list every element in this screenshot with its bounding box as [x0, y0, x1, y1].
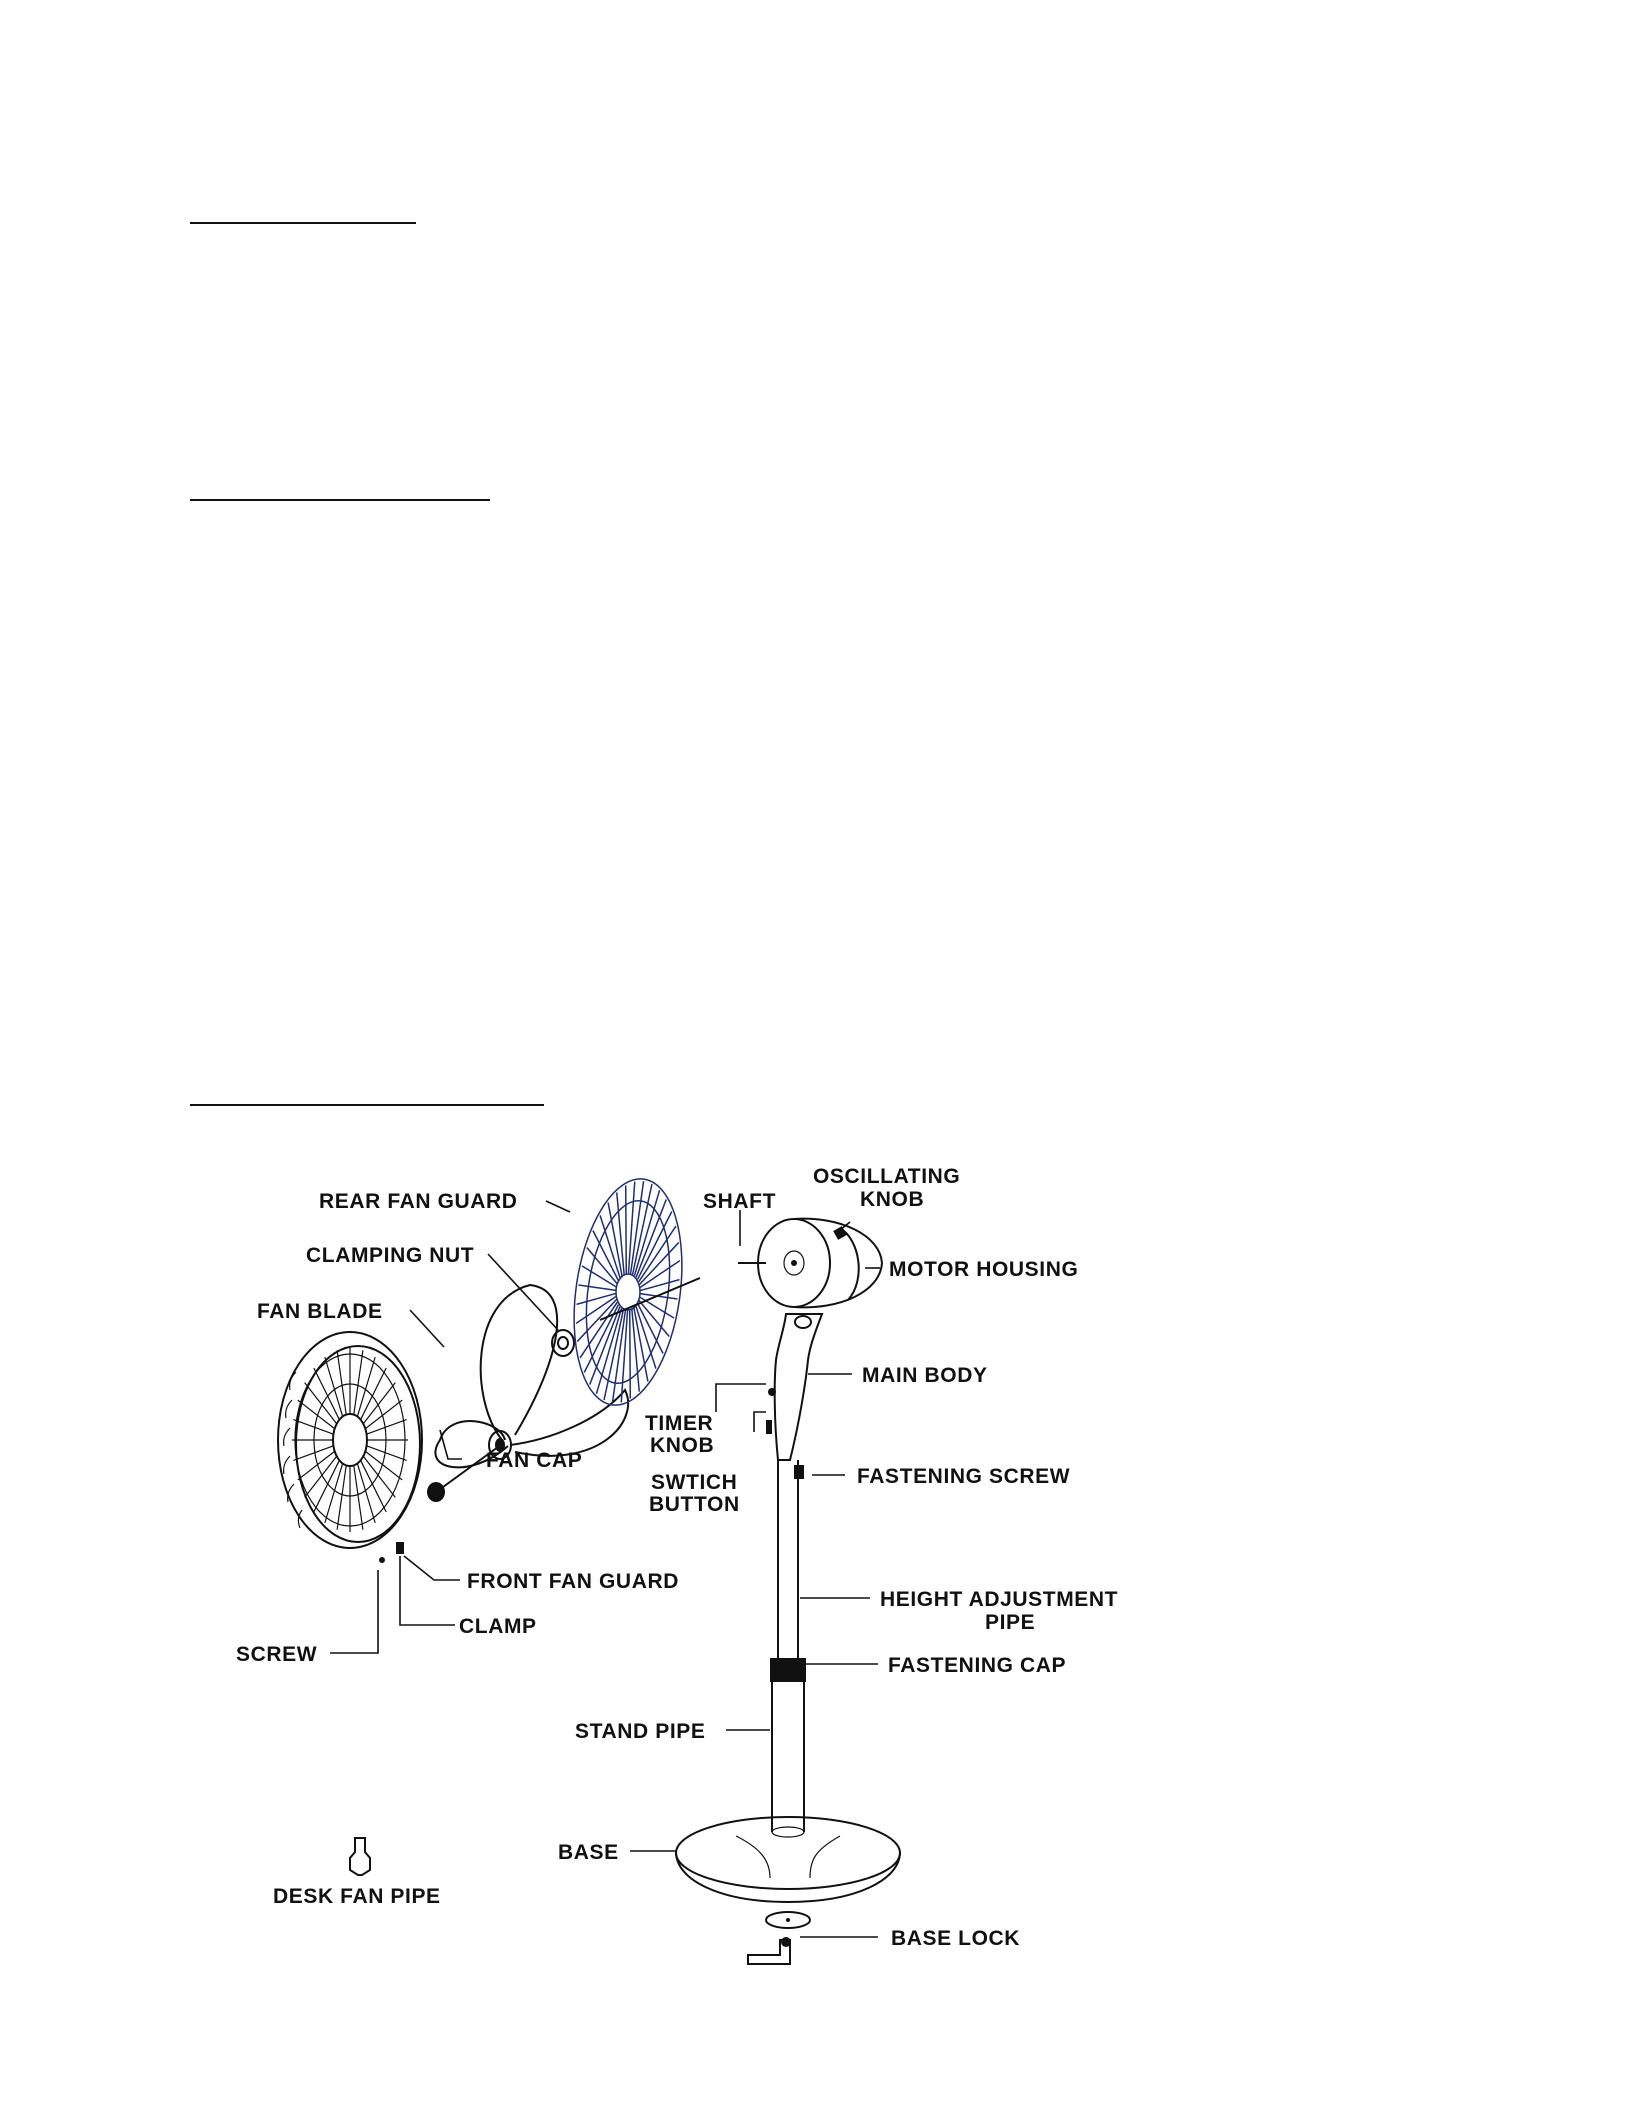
label-base-lock: BASE LOCK — [891, 1927, 1021, 1950]
guard-spoke — [354, 1350, 363, 1414]
label-front-fan-guard: FRONT FAN GUARD — [467, 1570, 679, 1593]
rear-fan-guard-illustration — [561, 1172, 700, 1412]
guard-spoke — [337, 1465, 346, 1529]
label-fan-blade: FAN BLADE — [257, 1300, 383, 1323]
motor-housing-illustration — [738, 1219, 882, 1308]
label-timer-knob-line1: TIMER — [645, 1412, 714, 1435]
guard-spoke — [612, 1310, 625, 1403]
label-fastening-cap: FASTENING CAP — [888, 1654, 1067, 1677]
guard-spoke — [576, 1297, 616, 1324]
label-main-body: MAIN BODY — [862, 1364, 988, 1387]
front-fan-guard-illustration — [278, 1332, 422, 1563]
label-motor-housing: MOTOR HOUSING — [889, 1258, 1079, 1281]
guard-spoke — [630, 1309, 631, 1398]
label-fastening-screw: FASTENING SCREW — [857, 1465, 1071, 1488]
part-labels — [236, 1165, 1118, 1950]
label-base: BASE — [558, 1841, 619, 1864]
guard-spoke — [367, 1446, 407, 1461]
guard-spoke — [293, 1420, 333, 1435]
guard-spoke — [354, 1465, 363, 1529]
label-clamp: CLAMP — [459, 1615, 537, 1638]
guard-spoke — [635, 1305, 655, 1369]
guard-spoke — [293, 1446, 333, 1461]
label-desk-fan-pipe: DESK FAN PIPE — [273, 1885, 441, 1908]
guard-spoke — [577, 1293, 616, 1304]
guard-spoke — [367, 1420, 407, 1435]
guard-spoke — [621, 1310, 627, 1403]
label-oscillating-knob-line1: OSCILLATING — [813, 1165, 961, 1188]
guard-spoke — [600, 1215, 620, 1279]
label-oscillating-knob-line2: KNOB — [860, 1188, 925, 1211]
label-rear-fan-guard: REAR FAN GUARD — [319, 1190, 518, 1213]
guard-spoke — [578, 1285, 616, 1290]
guard-spoke — [626, 1185, 627, 1274]
label-height-adjustment-pipe-line1: HEIGHT ADJUSTMENT — [880, 1588, 1119, 1611]
guard-spoke — [628, 1182, 634, 1275]
guard-spoke — [640, 1261, 680, 1288]
label-switch-button-line1: SWTICH — [651, 1471, 738, 1494]
label-timer-knob-line2: KNOB — [650, 1434, 715, 1457]
guard-spoke — [631, 1181, 644, 1274]
label-height-adjustment-pipe-line2: PIPE — [985, 1611, 1036, 1634]
label-screw: SCREW — [236, 1643, 318, 1666]
guard-spoke — [632, 1308, 639, 1391]
label-shaft: SHAFT — [703, 1190, 776, 1213]
label-switch-button-line2: BUTTON — [649, 1493, 740, 1516]
desk-fan-pipe-illustration — [350, 1838, 370, 1875]
label-stand-pipe: STAND PIPE — [575, 1720, 706, 1743]
label-fan-cap: FAN CAP — [486, 1449, 583, 1472]
guard-spoke — [337, 1350, 346, 1414]
guard-spoke — [617, 1192, 624, 1275]
label-clamping-nut: CLAMPING NUT — [306, 1244, 475, 1267]
